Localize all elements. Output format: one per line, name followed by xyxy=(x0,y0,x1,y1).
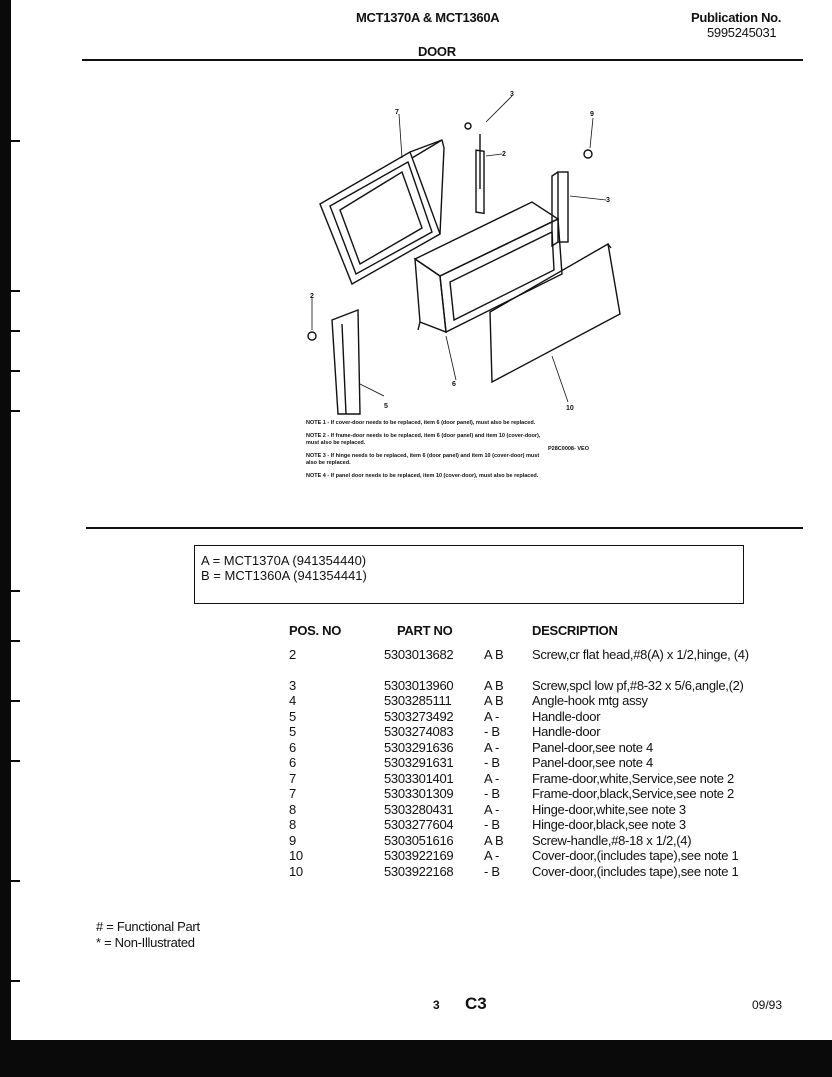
pos-cell: 7 xyxy=(289,786,296,801)
part-cell: 5303273492 xyxy=(384,709,454,724)
cover-door-part xyxy=(490,244,620,382)
model-a: A = MCT1370A (941354440) xyxy=(201,553,367,568)
desc-cell: Handle-door xyxy=(532,724,601,739)
part-cell: 5303922168 xyxy=(384,864,454,879)
desc-cell: Cover-door,(includes tape),see note 1 xyxy=(532,848,739,863)
part-cell: 5303013682 xyxy=(384,647,454,662)
desc-cell: Screw,cr flat head,#8(A) x 1/2,hinge, (4) xyxy=(532,647,749,662)
model-cell: A - xyxy=(484,771,499,786)
page-number: 3 xyxy=(433,998,440,1012)
part-cell: 5303922169 xyxy=(384,848,454,863)
part-cell: 5303291631 xyxy=(384,755,454,770)
table-row xyxy=(0,755,832,771)
section-title: DOOR xyxy=(418,44,456,59)
part-cell: 5303277604 xyxy=(384,817,454,832)
table-row xyxy=(0,848,832,864)
part-cell: 5303274083 xyxy=(384,724,454,739)
callout-label: 3 xyxy=(510,91,514,98)
table-row xyxy=(0,786,832,802)
desc-cell: Angle-hook mtg assy xyxy=(532,693,648,708)
desc-cell: Hinge-door,black,see note 3 xyxy=(532,817,686,832)
model-cell: A B xyxy=(484,833,504,848)
table-row xyxy=(0,709,832,725)
part-cell: 5303291636 xyxy=(384,740,454,755)
note: NOTE 2 - If frame-door needs to be replaced, item 6 (door panel) and item 10 (cover-door), must also be replaced. xyxy=(306,433,541,446)
pos-cell: 8 xyxy=(289,817,296,832)
desc-cell: Handle-door xyxy=(532,709,601,724)
col-part-header: PART NO xyxy=(397,623,453,638)
table-row xyxy=(0,693,832,709)
pos-cell: 6 xyxy=(289,740,296,755)
model-key-box xyxy=(194,545,744,604)
callout-label: 5 xyxy=(384,403,388,410)
table-row xyxy=(0,771,832,787)
model-cell: A B xyxy=(484,647,504,662)
models-title: MCT1370A & MCT1360A xyxy=(356,10,500,25)
header-rule xyxy=(82,59,803,61)
callout-label: 2 xyxy=(502,151,506,158)
callout-label: 6 xyxy=(452,381,456,388)
pos-cell: 5 xyxy=(289,724,296,739)
pos-cell: 6 xyxy=(289,755,296,770)
pos-cell: 3 xyxy=(289,678,296,693)
table-row xyxy=(0,802,832,818)
pos-cell: 9 xyxy=(289,833,296,848)
diagram-rule xyxy=(86,527,803,529)
pos-cell: 8 xyxy=(289,802,296,817)
model-cell: A - xyxy=(484,709,499,724)
revision-date: 09/93 xyxy=(752,998,783,1012)
desc-cell: Hinge-door,white,see note 3 xyxy=(532,802,686,817)
part-cell: 5303013960 xyxy=(384,678,454,693)
note: NOTE 4 - If panel door needs to be replaced, item 10 (cover-door), must also be replaced. xyxy=(306,473,539,479)
desc-cell: Screw,spcl low pf,#8-32 x 5/6,angle,(2) xyxy=(532,678,744,693)
part-cell: 5303301401 xyxy=(384,771,454,786)
model-cell: A - xyxy=(484,740,499,755)
part-cell: 5303285111 xyxy=(384,693,452,708)
note: NOTE 1 - If cover-door needs to be replaced, item 6 (door panel), must also be replaced. xyxy=(306,420,536,426)
model-cell: A - xyxy=(484,848,499,863)
pos-cell: 10 xyxy=(289,864,303,879)
callout-label: 2 xyxy=(310,293,314,300)
desc-cell: Frame-door,black,Service,see note 2 xyxy=(532,786,734,801)
desc-cell: Cover-door,(includes tape),see note 1 xyxy=(532,864,739,879)
pos-cell: 7 xyxy=(289,771,296,786)
note: NOTE 3 - If hinge needs to be replaced, item 6 (door panel) and item 10 (cover-door) must also be replaced. xyxy=(306,453,540,466)
publication-number: 5995245031 xyxy=(707,25,777,40)
table-row xyxy=(0,817,832,833)
legend-functional: # = Functional Part xyxy=(96,919,200,934)
model-cell: A B xyxy=(484,693,504,708)
model-cell: A - xyxy=(484,802,499,817)
door-exploded-diagram xyxy=(290,84,630,418)
table-row xyxy=(0,647,832,663)
diagram-notes xyxy=(306,420,546,486)
table-row xyxy=(0,724,832,740)
scan-edge-bottom xyxy=(0,1040,832,1077)
pos-cell: 2 xyxy=(289,647,296,662)
model-cell: A B xyxy=(484,678,504,693)
model-b: B = MCT1360A (941354441) xyxy=(201,568,367,583)
col-desc-header: DESCRIPTION xyxy=(532,623,618,638)
figure-code: P28C0008- VEO xyxy=(548,446,589,452)
part-cell: 5303301309 xyxy=(384,786,454,801)
pos-cell: 10 xyxy=(289,848,303,863)
callout-label: 10 xyxy=(566,405,574,412)
table-row xyxy=(0,864,832,880)
publication-label: Publication No. xyxy=(691,10,782,25)
col-pos-header: POS. NO xyxy=(289,623,342,638)
model-cell: - B xyxy=(484,724,500,739)
model-cell: - B xyxy=(484,864,500,879)
pos-cell: 4 xyxy=(289,693,296,708)
part-cell: 5303280431 xyxy=(384,802,454,817)
part-cell: 5303051616 xyxy=(384,833,454,848)
table-row xyxy=(0,740,832,756)
table-row xyxy=(0,678,832,694)
pos-cell: 5 xyxy=(289,709,296,724)
callout-label: 7 xyxy=(395,109,399,116)
scan-edge-left xyxy=(0,0,11,1040)
section-code: C3 xyxy=(465,994,487,1013)
desc-cell: Frame-door,white,Service,see note 2 xyxy=(532,771,734,786)
desc-cell: Panel-door,see note 4 xyxy=(532,740,653,755)
callout-label: 3 xyxy=(606,197,610,204)
model-cell: - B xyxy=(484,817,500,832)
table-row xyxy=(0,833,832,849)
callout-label: 9 xyxy=(590,111,594,118)
legend-non-illustrated: * = Non-Illustrated xyxy=(96,935,195,950)
model-cell: - B xyxy=(484,786,500,801)
model-cell: - B xyxy=(484,755,500,770)
desc-cell: Screw-handle,#8-18 x 1/2,(4) xyxy=(532,833,692,848)
desc-cell: Panel-door,see note 4 xyxy=(532,755,653,770)
